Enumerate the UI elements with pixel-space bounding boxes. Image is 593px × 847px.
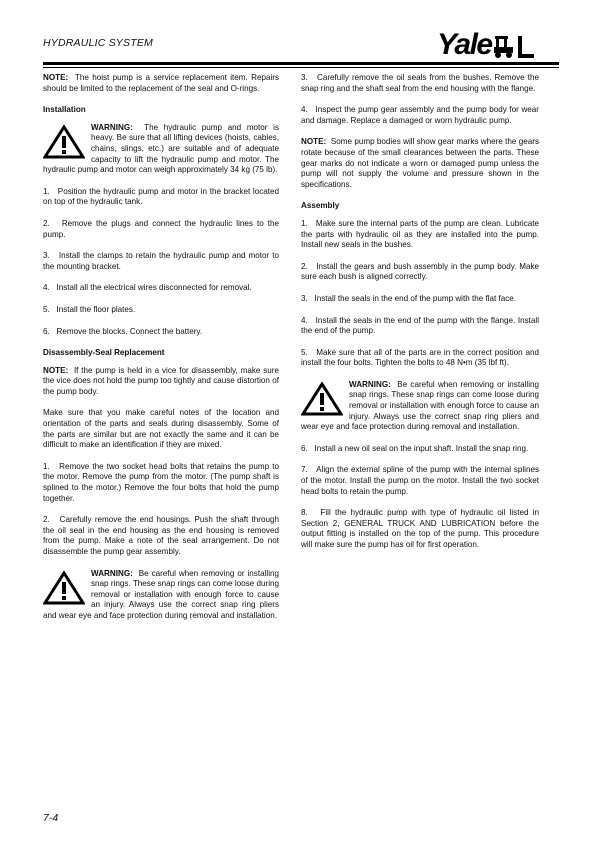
assembly-heading: Assembly: [301, 201, 340, 211]
note-paragraph: [43, 73, 279, 94]
header-rule: [43, 62, 559, 65]
step: 6. Remove the blocks. Connect the battery.: [43, 326, 203, 336]
step: 4. Install the seals in the end of the pump with the flange. Install the end of the pump.: [301, 315, 539, 336]
warning-label: WARNING:: [91, 568, 133, 578]
warning-triangle-icon: [301, 382, 343, 416]
step: 8. Fill the hydraulic pump with type of hydraulic oil listed in Section 2, GENERAL TRUCK AND LUBRICATION before the output fitting is installed on the top of the pump. This procedure will make sure the pump has oil for first operation.: [301, 508, 539, 549]
warning-text: Be careful when removing or installing snap rings. These snap rings can come loose during removal or installation with enough force to cause an injury. Always use the correct snap ring pliers and wear eye and face protection during removal and installation.: [43, 568, 279, 620]
step: 2. Remove the plugs and connect the hydraulic lines to the pump.: [43, 218, 279, 239]
warning-label: WARNING:: [91, 122, 133, 132]
step: 7. Align the external spline of the pump with the internal splines of the motor. Install the pump on the motor. Install the two socket head bolts to retain the pump.: [301, 465, 539, 496]
note-label: NOTE:: [301, 137, 327, 147]
brand-wordmark: Yale: [437, 28, 492, 61]
step: 3. Install the seals in the end of the pump with the flat face.: [301, 293, 517, 303]
body-paragraph: Make sure that you make careful notes of the location and orientation of the parts and seals during disassembly. Some of the parts are similar but are not exactly the same and it can be difficult to make an identification if they are mixed.: [43, 408, 279, 450]
warning-triangle-icon: [43, 125, 85, 159]
forklift-logo-icon: [494, 36, 536, 58]
warning-block: [43, 123, 279, 176]
note-label: NOTE:: [43, 73, 69, 82]
header-rule-thin: [43, 67, 559, 68]
step: 4. Inspect the pump gear assembly and the pump body for wear and damage. Replace a damaged or worn hydraulic pump.: [301, 105, 539, 125]
step: 3. Carefully remove the oil seals from the bushes. Remove the snap ring and the shaft seal from the end housing with the flange.: [301, 73, 539, 93]
warning-block: [301, 380, 539, 433]
step: 4. Install all the electrical wires disconnected for removal.: [43, 283, 252, 293]
note-text: The hoist pump is a service replacement item. Repairs should be limited to the replacement of the seal and O-rings.: [43, 73, 279, 93]
note-text: Some pump bodies will show gear marks where the gears rotate because of the small clearances between the parts. These gear marks do not indicate a worn or damaged pump unless the pump will not supply the volume and pressure shown in the specifications.: [301, 137, 540, 189]
step: 6. Install a new oil seal on the input shaft. Install the snap ring.: [301, 443, 529, 453]
step: 5. Make sure that all of the parts are in the correct position and install the four bolts. Tighten the bolts to 48 N•m (35 lbf ft).: [301, 347, 539, 368]
page-number: 7-4: [43, 812, 59, 824]
installation-heading: Installation: [43, 105, 86, 115]
note-paragraph: [43, 366, 279, 398]
yale-logo: [437, 26, 536, 62]
warning-text: The hydraulic pump and motor is heavy. Be sure that all lifting devices (hoists, cables, chains, slings, etc.) are suitable and of adequate capacity to lift the hydraulic pump and motor. The hydraulic pump and motor can weigh approximately 34 kg (75 lb).: [43, 122, 279, 175]
disassembly-heading: Disassembly-Seal Replacement: [43, 348, 165, 358]
step: 2. Carefully remove the end housings. Push the shaft through the oil seal in the end housing as the end housing is removed from the pump. Make a note of the seal arrangement. Do not disassemble the pump gear assembly.: [43, 515, 279, 556]
warning-triangle-icon: [43, 571, 85, 605]
step: 1. Position the hydraulic pump and motor in the bracket located on top of the hydraulic tank.: [43, 186, 279, 207]
warning-label: WARNING:: [349, 379, 391, 389]
step: 5. Install the floor plates.: [43, 304, 136, 314]
left-column: [43, 73, 279, 633]
note-text: If the pump is held in a vice for disassembly, make sure the vice does not hold the pump too tightly and cause distortion of the pump body.: [43, 365, 280, 396]
warning-block: [43, 569, 279, 622]
note-paragraph: [301, 137, 539, 190]
note-label: NOTE:: [43, 365, 69, 375]
warning-text: Be careful when removing or installing snap rings. These snap rings can come loose during removal or installation with enough force to cause an injury. Always use the correct snap ring pliers and wear eye and face protection during removal and installation.: [301, 379, 540, 432]
step: 2. Install the gears and bush assembly in the pump body. Make sure each bush is aligned correctly.: [301, 261, 539, 282]
step: 3. Install the clamps to retain the hydraulic pump and motor to the mounting bracket.: [43, 251, 279, 271]
right-column: [301, 73, 539, 562]
section-title: HYDRAULIC SYSTEM: [43, 37, 153, 49]
step: 1. Remove the two socket head bolts that retains the pump to the motor. Remove the pump from the motor. (The pump shaft is splined to the motor.) Remove the four bolts that hold the pump together.: [43, 461, 279, 503]
step: 1. Make sure the internal parts of the pump are clean. Lubricate the parts with hydraulic oil as they are installed into the pump. Install new seals in the bushes.: [301, 218, 539, 250]
